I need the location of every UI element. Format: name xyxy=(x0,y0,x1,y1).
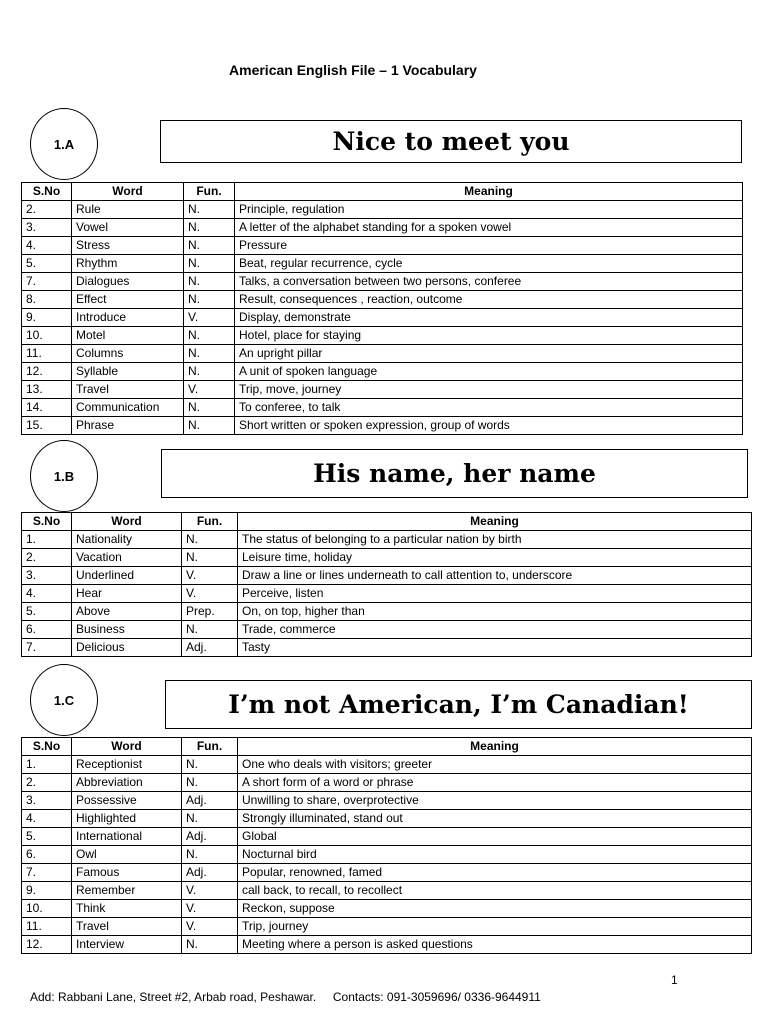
cell-word: Underlined xyxy=(72,567,182,585)
cell-sno: 3. xyxy=(22,219,72,237)
cell-fun: N. xyxy=(184,327,235,345)
column-header-sno: S.No xyxy=(22,183,72,201)
cell-fun: V. xyxy=(182,918,238,936)
table-header-row xyxy=(22,738,752,756)
cell-meaning: To conferee, to talk xyxy=(235,399,743,417)
cell-fun: N. xyxy=(182,810,238,828)
cell-sno: 4. xyxy=(22,585,72,603)
cell-fun: V. xyxy=(184,309,235,327)
cell-word: Above xyxy=(72,603,182,621)
table-row xyxy=(22,531,752,549)
cell-word: Interview xyxy=(72,936,182,954)
cell-word: Hear xyxy=(72,585,182,603)
cell-meaning: A letter of the alphabet standing for a spoken vowel xyxy=(235,219,743,237)
cell-meaning: Beat, regular recurrence, cycle xyxy=(235,255,743,273)
cell-fun: N. xyxy=(182,531,238,549)
cell-sno: 4. xyxy=(22,810,72,828)
cell-fun: N. xyxy=(184,219,235,237)
cell-sno: 2. xyxy=(22,201,72,219)
table-row xyxy=(22,363,743,381)
cell-sno: 6. xyxy=(22,846,72,864)
cell-fun: N. xyxy=(184,399,235,417)
table-row xyxy=(22,273,743,291)
table-row xyxy=(22,882,752,900)
cell-word: Rule xyxy=(72,201,184,219)
cell-meaning: Unwilling to share, overprotective xyxy=(238,792,752,810)
cell-word: Delicious xyxy=(72,639,182,657)
cell-fun: N. xyxy=(182,846,238,864)
cell-sno: 8. xyxy=(22,291,72,309)
cell-sno: 7. xyxy=(22,639,72,657)
cell-fun: N. xyxy=(184,237,235,255)
cell-fun: Prep. xyxy=(182,603,238,621)
cell-word: Owl xyxy=(72,846,182,864)
cell-word: Motel xyxy=(72,327,184,345)
table-row xyxy=(22,291,743,309)
cell-meaning: Nocturnal bird xyxy=(238,846,752,864)
column-header-word: Word xyxy=(72,738,182,756)
cell-fun: V. xyxy=(182,567,238,585)
cell-fun: N. xyxy=(182,774,238,792)
cell-word: Communication xyxy=(72,399,184,417)
table-row xyxy=(22,864,752,882)
table-header-row xyxy=(22,513,752,531)
cell-meaning: Display, demonstrate xyxy=(235,309,743,327)
cell-fun: N. xyxy=(184,273,235,291)
table-row xyxy=(22,936,752,954)
cell-fun: N. xyxy=(184,417,235,435)
cell-sno: 10. xyxy=(22,900,72,918)
table-row xyxy=(22,327,743,345)
cell-fun: N. xyxy=(182,936,238,954)
cell-sno: 10. xyxy=(22,327,72,345)
table-row xyxy=(22,549,752,567)
column-header-fun: Fun. xyxy=(184,183,235,201)
cell-meaning: Leisure time, holiday xyxy=(238,549,752,567)
cell-word: Nationality xyxy=(72,531,182,549)
section-label-badge: 1.C xyxy=(30,664,98,736)
cell-word: Vowel xyxy=(72,219,184,237)
cell-fun: V. xyxy=(182,882,238,900)
cell-sno: 4. xyxy=(22,237,72,255)
table-header-row xyxy=(22,183,743,201)
cell-fun: N. xyxy=(182,621,238,639)
cell-meaning: Trade, commerce xyxy=(238,621,752,639)
cell-sno: 7. xyxy=(22,273,72,291)
cell-fun: N. xyxy=(184,255,235,273)
cell-sno: 3. xyxy=(22,567,72,585)
cell-word: Highlighted xyxy=(72,810,182,828)
column-header-fun: Fun. xyxy=(182,738,238,756)
cell-meaning: Strongly illuminated, stand out xyxy=(238,810,752,828)
cell-fun: N. xyxy=(184,345,235,363)
cell-word: Columns xyxy=(72,345,184,363)
cell-sno: 11. xyxy=(22,918,72,936)
cell-meaning: The status of belonging to a particular nation by birth xyxy=(238,531,752,549)
cell-sno: 5. xyxy=(22,255,72,273)
cell-fun: N. xyxy=(182,549,238,567)
cell-fun: V. xyxy=(182,585,238,603)
cell-meaning: Short written or spoken expression, group of words xyxy=(235,417,743,435)
table-row xyxy=(22,900,752,918)
cell-meaning: Trip, move, journey xyxy=(235,381,743,399)
cell-word: Business xyxy=(72,621,182,639)
cell-fun: Adj. xyxy=(182,864,238,882)
cell-meaning: Global xyxy=(238,828,752,846)
cell-sno: 12. xyxy=(22,363,72,381)
table-row xyxy=(22,603,752,621)
cell-word: Famous xyxy=(72,864,182,882)
cell-sno: 11. xyxy=(22,345,72,363)
cell-meaning: Popular, renowned, famed xyxy=(238,864,752,882)
cell-word: Receptionist xyxy=(72,756,182,774)
column-header-meaning: Meaning xyxy=(235,183,743,201)
cell-sno: 12. xyxy=(22,936,72,954)
cell-fun: V. xyxy=(182,900,238,918)
cell-fun: N. xyxy=(184,291,235,309)
table-row xyxy=(22,792,752,810)
section-title: His name, her name xyxy=(161,449,748,498)
cell-meaning: An upright pillar xyxy=(235,345,743,363)
table-row xyxy=(22,219,743,237)
cell-sno: 7. xyxy=(22,864,72,882)
cell-word: Abbreviation xyxy=(72,774,182,792)
cell-sno: 5. xyxy=(22,603,72,621)
cell-fun: N. xyxy=(184,363,235,381)
cell-meaning: Reckon, suppose xyxy=(238,900,752,918)
cell-sno: 2. xyxy=(22,549,72,567)
cell-word: Vacation xyxy=(72,549,182,567)
cell-word: International xyxy=(72,828,182,846)
cell-word: Phrase xyxy=(72,417,184,435)
table-row xyxy=(22,345,743,363)
cell-fun: N. xyxy=(182,756,238,774)
cell-meaning: On, on top, higher than xyxy=(238,603,752,621)
document-title: American English File – 1 Vocabulary xyxy=(229,62,477,78)
table-row xyxy=(22,774,752,792)
column-header-meaning: Meaning xyxy=(238,513,752,531)
section-title: Nice to meet you xyxy=(160,120,742,163)
cell-sno: 1. xyxy=(22,531,72,549)
cell-meaning: A unit of spoken language xyxy=(235,363,743,381)
cell-meaning: Draw a line or lines underneath to call attention to, underscore xyxy=(238,567,752,585)
column-header-word: Word xyxy=(72,183,184,201)
cell-meaning: Perceive, listen xyxy=(238,585,752,603)
table-row xyxy=(22,255,743,273)
cell-meaning: A short form of a word or phrase xyxy=(238,774,752,792)
cell-meaning: One who deals with visitors; greeter xyxy=(238,756,752,774)
cell-sno: 1. xyxy=(22,756,72,774)
column-header-word: Word xyxy=(72,513,182,531)
cell-meaning: Result, consequences , reaction, outcome xyxy=(235,291,743,309)
vocab-table xyxy=(21,737,752,954)
cell-fun: Adj. xyxy=(182,792,238,810)
cell-word: Stress xyxy=(72,237,184,255)
table-row xyxy=(22,846,752,864)
cell-sno: 15. xyxy=(22,417,72,435)
table-row xyxy=(22,585,752,603)
cell-word: Travel xyxy=(72,918,182,936)
table-row xyxy=(22,567,752,585)
table-row xyxy=(22,810,752,828)
vocab-table xyxy=(21,182,743,435)
cell-meaning: Hotel, place for staying xyxy=(235,327,743,345)
cell-meaning: Trip, journey xyxy=(238,918,752,936)
column-header-meaning: Meaning xyxy=(238,738,752,756)
cell-sno: 6. xyxy=(22,621,72,639)
cell-sno: 9. xyxy=(22,309,72,327)
cell-word: Effect xyxy=(72,291,184,309)
cell-word: Rhythm xyxy=(72,255,184,273)
cell-word: Introduce xyxy=(72,309,184,327)
cell-fun: Adj. xyxy=(182,639,238,657)
cell-word: Possessive xyxy=(72,792,182,810)
table-row xyxy=(22,621,752,639)
section-label-badge: 1.B xyxy=(30,440,98,512)
footer-address: Add: Rabbani Lane, Street #2, Arbab road, Peshawar. Contacts: 091-3059696/ 0336-9644911 xyxy=(30,990,541,1004)
cell-meaning: Tasty xyxy=(238,639,752,657)
table-row xyxy=(22,417,743,435)
section-label-badge: 1.A xyxy=(30,108,98,180)
cell-meaning: Pressure xyxy=(235,237,743,255)
table-row xyxy=(22,828,752,846)
cell-fun: N. xyxy=(184,201,235,219)
table-row xyxy=(22,381,743,399)
table-row xyxy=(22,201,743,219)
cell-word: Travel xyxy=(72,381,184,399)
cell-meaning: Talks, a conversation between two persons, conferee xyxy=(235,273,743,291)
table-row xyxy=(22,309,743,327)
cell-word: Dialogues xyxy=(72,273,184,291)
cell-sno: 5. xyxy=(22,828,72,846)
section-title: I’m not American, I’m Canadian! xyxy=(165,680,752,729)
cell-sno: 2. xyxy=(22,774,72,792)
column-header-fun: Fun. xyxy=(182,513,238,531)
cell-meaning: Meeting where a person is asked questions xyxy=(238,936,752,954)
table-row xyxy=(22,756,752,774)
cell-word: Remember xyxy=(72,882,182,900)
cell-meaning: call back, to recall, to recollect xyxy=(238,882,752,900)
cell-word: Syllable xyxy=(72,363,184,381)
cell-sno: 3. xyxy=(22,792,72,810)
cell-fun: Adj. xyxy=(182,828,238,846)
page-number: 1 xyxy=(671,973,678,987)
table-row xyxy=(22,399,743,417)
cell-fun: V. xyxy=(184,381,235,399)
vocab-table xyxy=(21,512,752,657)
cell-word: Think xyxy=(72,900,182,918)
table-row xyxy=(22,639,752,657)
cell-sno: 9. xyxy=(22,882,72,900)
cell-meaning: Principle, regulation xyxy=(235,201,743,219)
table-row xyxy=(22,918,752,936)
column-header-sno: S.No xyxy=(22,513,72,531)
cell-sno: 13. xyxy=(22,381,72,399)
column-header-sno: S.No xyxy=(22,738,72,756)
table-row xyxy=(22,237,743,255)
cell-sno: 14. xyxy=(22,399,72,417)
